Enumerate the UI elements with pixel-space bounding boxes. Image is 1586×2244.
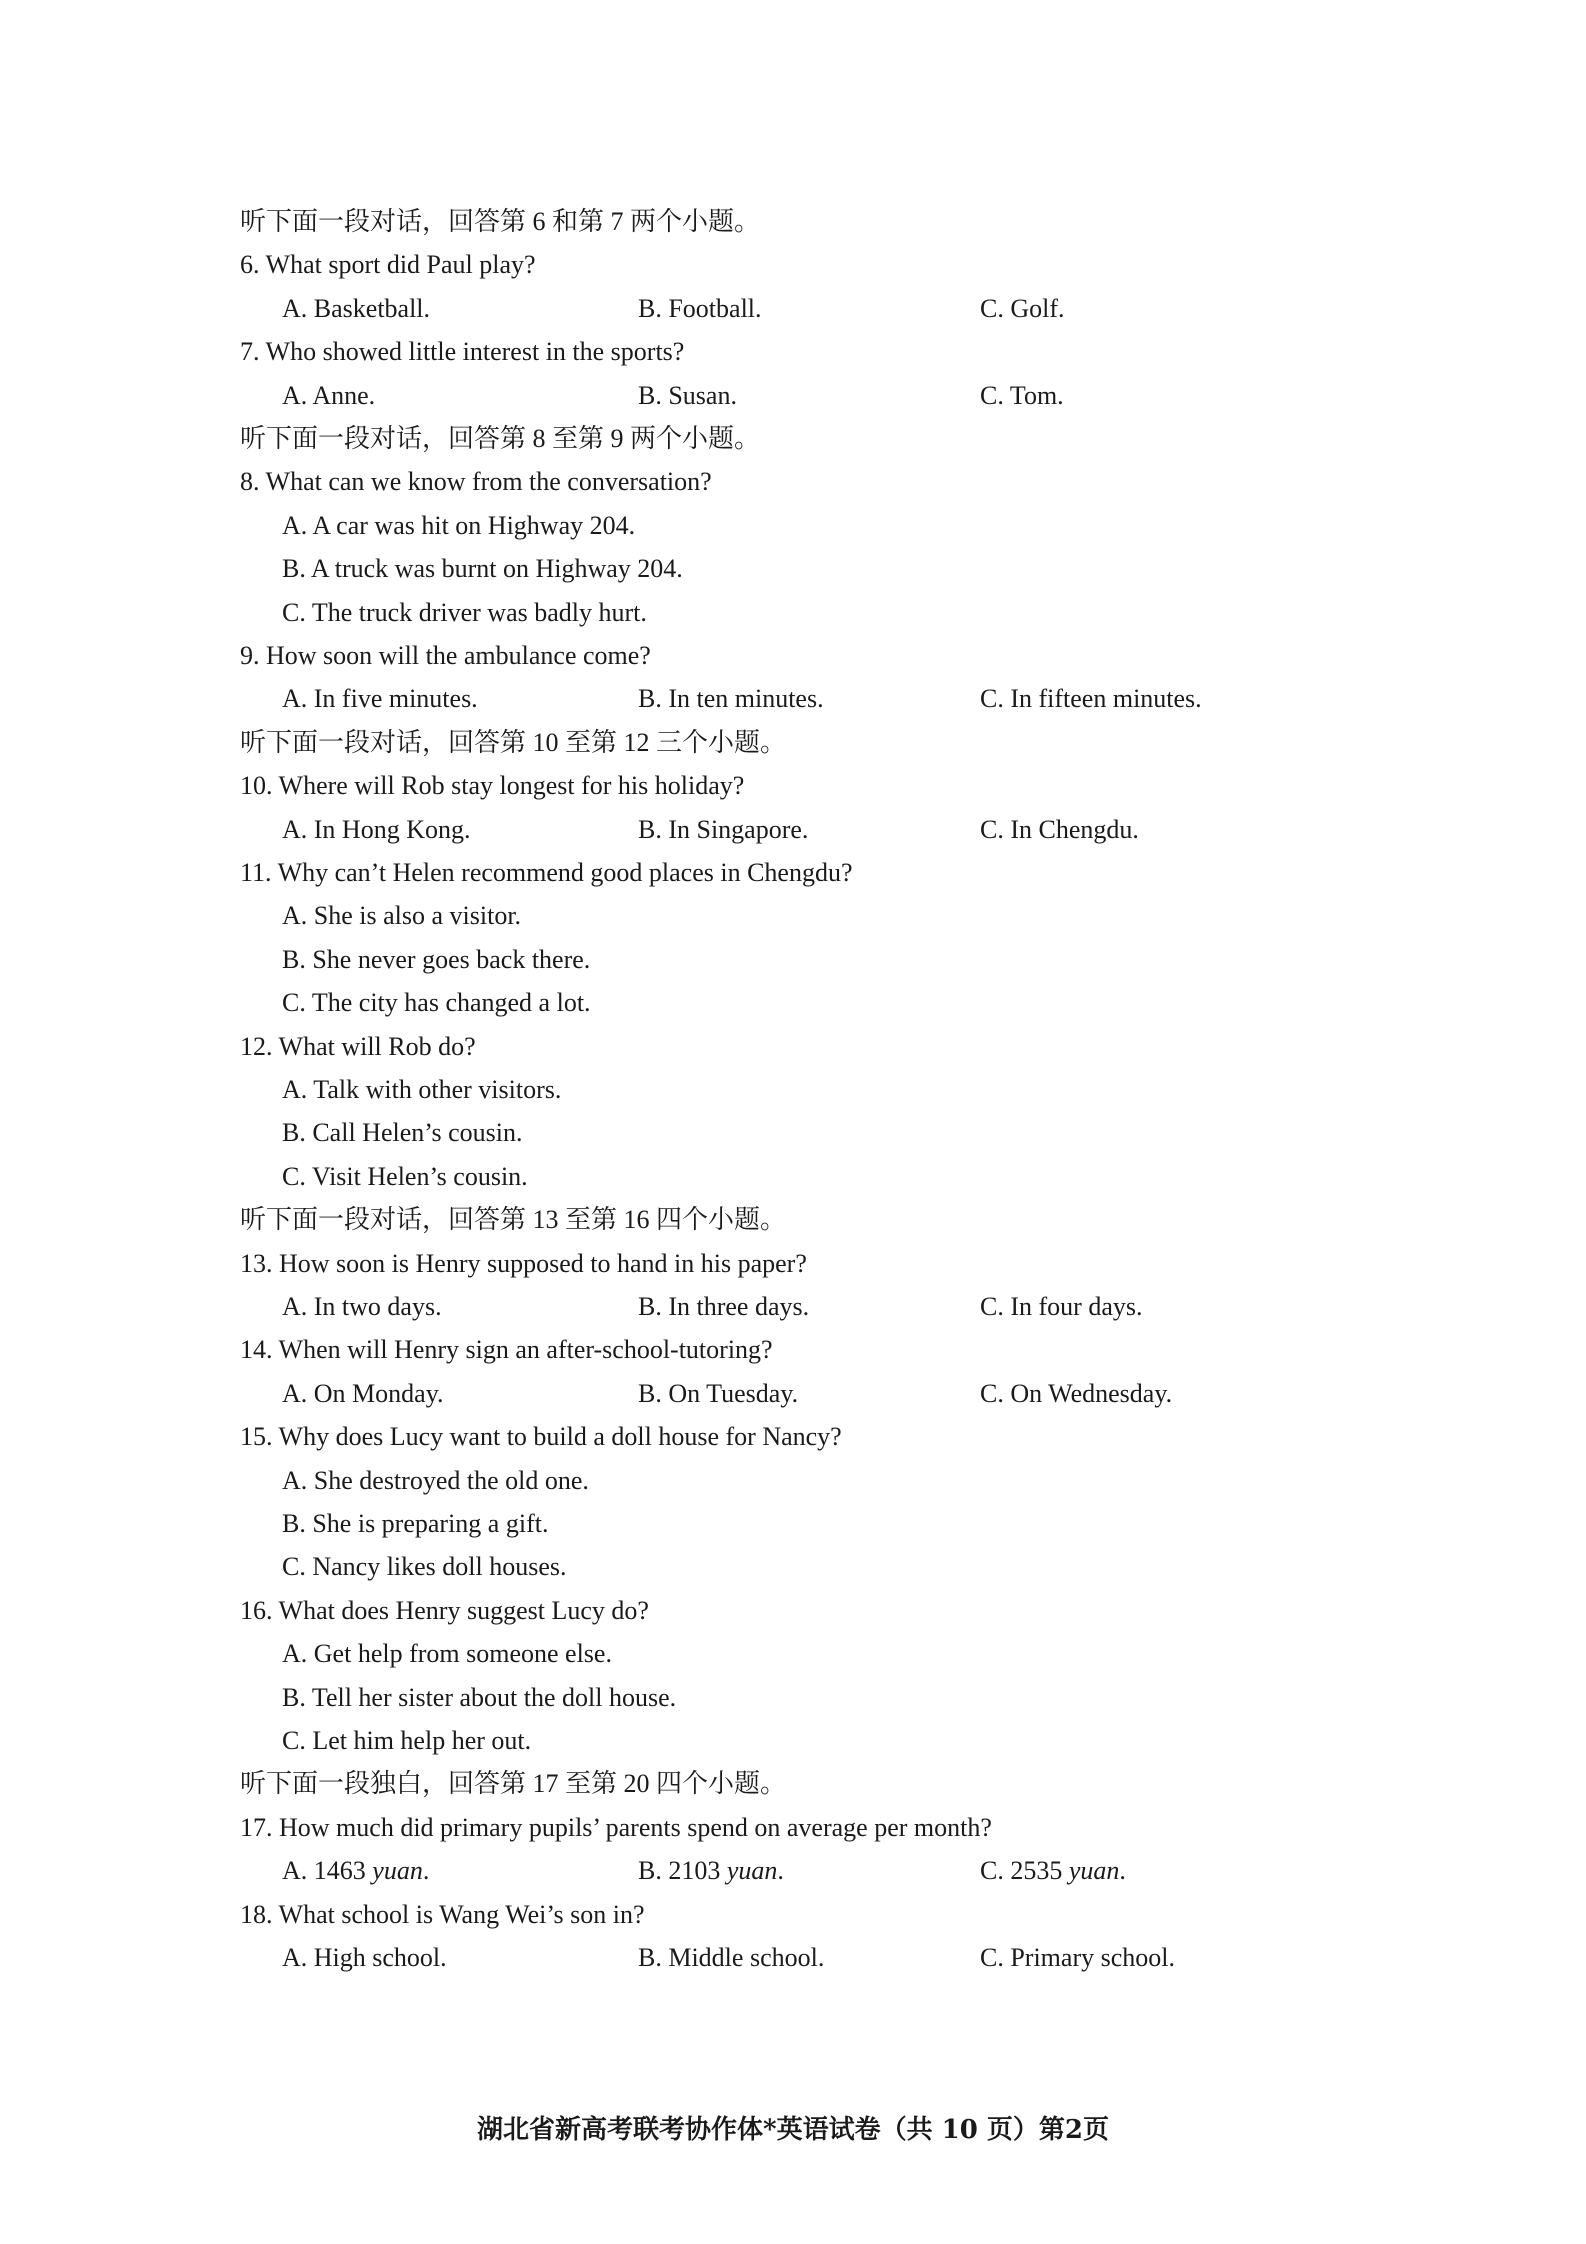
option-a: A. In two days. <box>282 1292 442 1321</box>
instruction-text: 听下面一段对话，回答第 10 至第 12 三个小题。 <box>240 727 787 757</box>
question-text: 15. Why does Lucy want to build a doll house for Nancy? <box>240 1422 842 1452</box>
option-line <box>0 1632 1586 1676</box>
section-instruction <box>0 1198 1586 1242</box>
option-line <box>0 1502 1586 1546</box>
question-text: 17. How much did primary pupils’ parents spend on average per month? <box>240 1812 992 1842</box>
option-line <box>0 1155 1586 1199</box>
option-a: A. High school. <box>282 1943 447 1972</box>
option-line <box>0 1068 1586 1112</box>
option-period: . <box>1119 1856 1126 1886</box>
question <box>0 1589 1586 1633</box>
option-row <box>0 287 1586 331</box>
question <box>0 1893 1586 1937</box>
page-footer: 湖北省新高考联考协作体*英语试卷（共 10 页）第2页 <box>477 2115 1109 2145</box>
question-text: 8. What can we know from the conversation? <box>240 467 712 497</box>
option-line <box>0 1719 1586 1763</box>
question <box>0 1242 1586 1286</box>
option-row <box>0 1285 1586 1329</box>
option-c: C. In fifteen minutes. <box>980 684 1202 714</box>
option-line <box>0 591 1586 635</box>
option-c: C. On Wednesday. <box>980 1378 1173 1408</box>
option-text: C. Let him help her out. <box>282 1726 532 1755</box>
option-line <box>0 1111 1586 1155</box>
option-row <box>0 808 1586 852</box>
option-text: B. Call Helen’s cousin. <box>282 1118 523 1148</box>
option-c: C. Golf. <box>980 293 1065 323</box>
option-a: A. Basketball. <box>282 293 431 323</box>
option-line <box>0 1459 1586 1503</box>
question-text: 7. Who showed little interest in the sports? <box>240 337 685 367</box>
option-unit: yuan <box>372 1856 423 1886</box>
option-line <box>0 547 1586 591</box>
option-c: C. In Chengdu. <box>980 814 1139 844</box>
question-text: 11. Why can’t Helen recommend good places in Chengdu? <box>240 858 853 887</box>
option-value: B. 2103 <box>638 1856 727 1886</box>
instruction-text: 听下面一段对话，回答第 8 至第 9 两个小题。 <box>240 424 761 453</box>
option-row <box>0 374 1586 418</box>
option-b: B. In three days. <box>638 1292 810 1321</box>
option-b: B. Middle school. <box>638 1943 825 1972</box>
option-unit: yuan <box>726 1856 778 1886</box>
option-text: B. A truck was burnt on Highway 204. <box>282 554 683 584</box>
option-a: A. Anne. <box>282 380 376 410</box>
option-text: B. Tell her sister about the doll house. <box>282 1682 677 1712</box>
question-text: 13. How soon is Henry supposed to hand in his paper? <box>240 1248 807 1278</box>
option-text: C. The city has changed a lot. <box>282 988 591 1018</box>
question-text: 14. When will Henry sign an after-school-tutoring? <box>240 1335 773 1365</box>
option-text: C. Visit Helen’s cousin. <box>282 1161 528 1191</box>
question-text: 12. What will Rob do? <box>240 1031 476 1061</box>
question <box>0 1328 1586 1372</box>
question <box>0 764 1586 808</box>
question-text: 18. What school is Wang Wei’s son in? <box>240 1899 645 1929</box>
section-instruction <box>0 721 1586 765</box>
option-unit: yuan <box>1068 1856 1120 1886</box>
option-b: B. Football. <box>638 293 762 323</box>
option-period: . <box>422 1856 430 1886</box>
option-line <box>0 504 1586 548</box>
option-text: A. She is also a visitor. <box>282 901 522 931</box>
option-b <box>638 1849 784 1893</box>
section-instruction <box>0 200 1586 244</box>
option-a: A. In five minutes. <box>282 684 478 714</box>
question-text: 6. What sport did Paul play? <box>240 250 536 280</box>
option-row <box>0 677 1586 721</box>
option-row <box>0 1849 1586 1893</box>
question <box>0 243 1586 287</box>
option-c <box>980 1849 1126 1893</box>
option-text: B. She is preparing a gift. <box>282 1509 549 1538</box>
option-b: B. On Tuesday. <box>638 1378 799 1408</box>
option-a <box>282 1849 429 1893</box>
option-value: A. 1463 <box>282 1856 373 1886</box>
option-c: C. In four days. <box>980 1292 1143 1321</box>
question-text: 16. What does Henry suggest Lucy do? <box>240 1595 649 1625</box>
option-c: C. Primary school. <box>980 1943 1175 1972</box>
option-text: B. She never goes back there. <box>282 944 591 974</box>
option-text: A. Talk with other visitors. <box>282 1075 562 1104</box>
option-line <box>0 1676 1586 1720</box>
question <box>0 634 1586 678</box>
option-a: A. On Monday. <box>282 1378 444 1408</box>
question <box>0 330 1586 374</box>
option-line <box>0 981 1586 1025</box>
question-text: 10. Where will Rob stay longest for his holiday? <box>240 771 745 801</box>
instruction-text: 听下面一段独白，回答第 17 至第 20 四个小题。 <box>240 1769 787 1799</box>
option-line <box>0 1545 1586 1589</box>
question <box>0 1806 1586 1850</box>
question <box>0 1025 1586 1069</box>
question-text: 9. How soon will the ambulance come? <box>240 641 651 670</box>
option-c: C. Tom. <box>980 380 1064 410</box>
option-row <box>0 1372 1586 1416</box>
option-b: B. Susan. <box>638 380 737 410</box>
question <box>0 460 1586 504</box>
option-row <box>0 1936 1586 1980</box>
option-text: C. The truck driver was badly hurt. <box>282 597 647 627</box>
section-instruction <box>0 417 1586 461</box>
option-text: A. She destroyed the old one. <box>282 1465 589 1495</box>
option-b: B. In ten minutes. <box>638 684 824 714</box>
option-b: B. In Singapore. <box>638 814 809 844</box>
option-text: A. Get help from someone else. <box>282 1639 612 1669</box>
question <box>0 851 1586 895</box>
option-a: A. In Hong Kong. <box>282 814 471 844</box>
option-period: . <box>777 1856 784 1886</box>
option-line <box>0 894 1586 938</box>
option-value: C. 2535 <box>980 1856 1069 1886</box>
section-instruction <box>0 1762 1586 1806</box>
option-text: A. A car was hit on Highway 204. <box>282 510 636 540</box>
option-line <box>0 938 1586 982</box>
instruction-text: 听下面一段对话，回答第 6 和第 7 两个小题。 <box>240 207 761 236</box>
option-text: C. Nancy likes doll houses. <box>282 1552 567 1582</box>
question <box>0 1415 1586 1459</box>
instruction-text: 听下面一段对话，回答第 13 至第 16 四个小题。 <box>240 1205 787 1235</box>
